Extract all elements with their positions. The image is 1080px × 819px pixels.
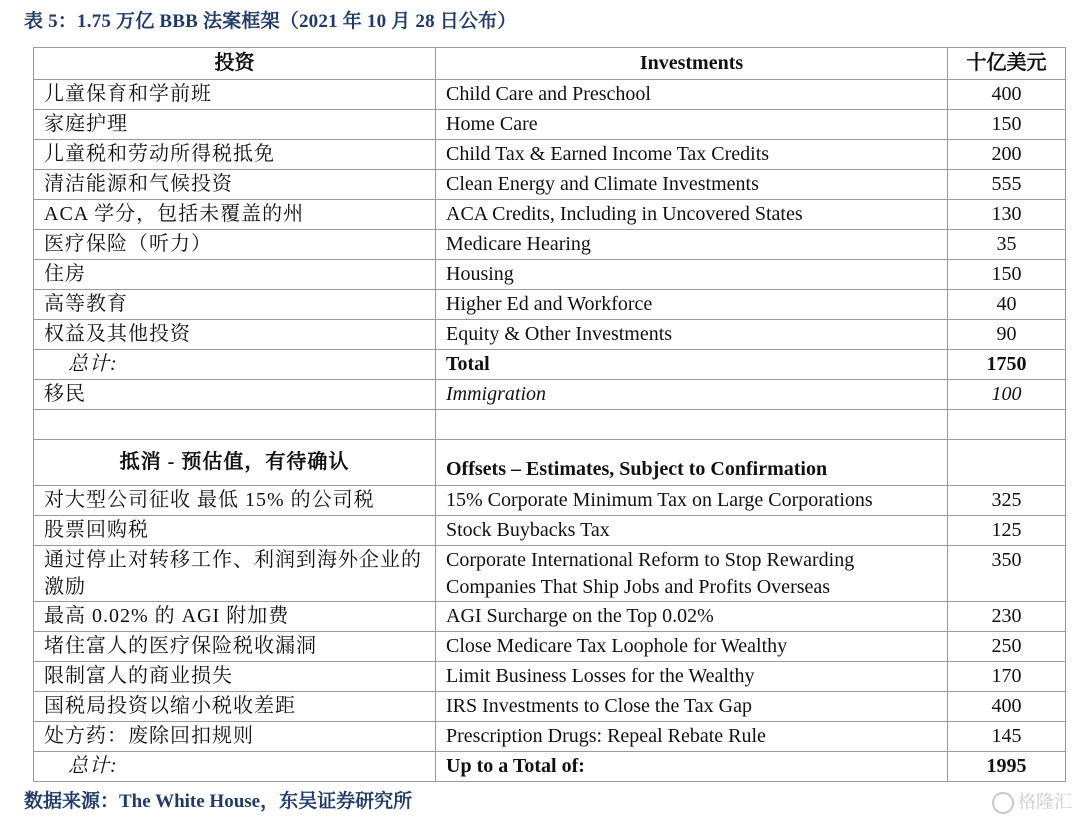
offsets-total-row [34, 752, 1066, 782]
table-row [34, 516, 1066, 546]
cell-en: Immigration [436, 380, 948, 410]
empty-cell [948, 440, 1066, 486]
cell-value: 100 [948, 380, 1066, 410]
cell-zh: 通过停止对转移工作、利润到海外企业的激励 [34, 546, 436, 602]
cell-value: 250 [948, 632, 1066, 662]
data-source-note: 数据来源：The White House，东吴证券研究所 [24, 791, 413, 812]
total-value: 1750 [948, 350, 1066, 380]
table-row [34, 602, 1066, 632]
cell-zh: 家庭护理 [34, 110, 436, 140]
cell-value: 150 [948, 110, 1066, 140]
table-row [34, 632, 1066, 662]
cell-en: Limit Business Losses for the Wealthy [436, 662, 948, 692]
cell-zh: 高等教育 [34, 290, 436, 320]
spacer-row [34, 410, 1066, 440]
header-value: 十亿美元 [948, 48, 1066, 80]
cell-value: 400 [948, 692, 1066, 722]
table-row [34, 80, 1066, 110]
cell-zh: 清洁能源和气候投资 [34, 170, 436, 200]
table-row [34, 486, 1066, 516]
table-row [34, 290, 1066, 320]
cell-value: 130 [948, 200, 1066, 230]
total-label-en: Total [436, 350, 948, 380]
table-row [34, 230, 1066, 260]
cell-zh: 最高 0.02% 的 AGI 附加费 [34, 602, 436, 632]
cell-en: Child Care and Preschool [436, 80, 948, 110]
offsets-header-row [34, 440, 1066, 486]
investments-total-row [34, 350, 1066, 380]
total-label-en: Up to a Total of: [436, 752, 948, 782]
cell-value: 555 [948, 170, 1066, 200]
table-row [34, 140, 1066, 170]
cell-en: Corporate International Reform to Stop Rewarding Companies That Ship Jobs and Profits Overseas [436, 546, 948, 602]
table-row [34, 200, 1066, 230]
cell-en: Child Tax & Earned Income Tax Credits [436, 140, 948, 170]
watermark [992, 788, 1072, 814]
cell-en: Stock Buybacks Tax [436, 516, 948, 546]
cell-value: 230 [948, 602, 1066, 632]
cell-zh: 移民 [34, 380, 436, 410]
cell-zh: ACA 学分，包括未覆盖的州 [34, 200, 436, 230]
table-row [34, 722, 1066, 752]
table-row [34, 110, 1066, 140]
cell-value: 35 [948, 230, 1066, 260]
table-row [34, 320, 1066, 350]
header-zh: 投资 [34, 48, 436, 80]
header-en: Investments [436, 48, 948, 80]
cell-en: Medicare Hearing [436, 230, 948, 260]
table-row [34, 662, 1066, 692]
immigration-row [34, 380, 1066, 410]
cell-zh: 儿童保育和学前班 [34, 80, 436, 110]
cell-en: Close Medicare Tax Loophole for Wealthy [436, 632, 948, 662]
bbb-framework-table [33, 47, 1066, 782]
cell-value: 125 [948, 516, 1066, 546]
cell-en: Higher Ed and Workforce [436, 290, 948, 320]
cell-zh: 国税局投资以缩小税收差距 [34, 692, 436, 722]
total-label-zh: 总计: [34, 752, 436, 782]
cell-value: 325 [948, 486, 1066, 516]
cell-zh: 权益及其他投资 [34, 320, 436, 350]
cell-zh: 儿童税和劳动所得税抵免 [34, 140, 436, 170]
total-value: 1995 [948, 752, 1066, 782]
cell-value: 150 [948, 260, 1066, 290]
watermark-logo-icon [992, 792, 1014, 814]
cell-zh: 住房 [34, 260, 436, 290]
cell-en: 15% Corporate Minimum Tax on Large Corporations [436, 486, 948, 516]
total-label-zh: 总计: [34, 350, 436, 380]
table-row [34, 170, 1066, 200]
offsets-header-zh: 抵消 - 预估值，有待确认 [34, 440, 436, 486]
cell-zh: 股票回购税 [34, 516, 436, 546]
cell-value: 40 [948, 290, 1066, 320]
cell-zh: 堵住富人的医疗保险税收漏洞 [34, 632, 436, 662]
cell-en: Prescription Drugs: Repeal Rebate Rule [436, 722, 948, 752]
table-row [34, 546, 1066, 602]
cell-value: 90 [948, 320, 1066, 350]
cell-value: 200 [948, 140, 1066, 170]
cell-en: Home Care [436, 110, 948, 140]
empty-cell [436, 410, 948, 440]
cell-en: Housing [436, 260, 948, 290]
cell-value: 350 [948, 546, 1066, 602]
cell-en: AGI Surcharge on the Top 0.02% [436, 602, 948, 632]
cell-value: 400 [948, 80, 1066, 110]
offsets-header-en: Offsets – Estimates, Subject to Confirmation [436, 440, 948, 486]
table-header-row [34, 48, 1066, 80]
empty-cell [34, 410, 436, 440]
empty-cell [948, 410, 1066, 440]
table-row [34, 260, 1066, 290]
cell-zh: 限制富人的商业损失 [34, 662, 436, 692]
cell-en: Equity & Other Investments [436, 320, 948, 350]
cell-zh: 对大型公司征收 最低 15% 的公司税 [34, 486, 436, 516]
cell-zh: 医疗保险（听力） [34, 230, 436, 260]
cell-value: 145 [948, 722, 1066, 752]
cell-en: Clean Energy and Climate Investments [436, 170, 948, 200]
cell-value: 170 [948, 662, 1066, 692]
table-row [34, 692, 1066, 722]
watermark-text: 格隆汇 [1018, 792, 1072, 813]
cell-zh: 处方药：废除回扣规则 [34, 722, 436, 752]
cell-en: ACA Credits, Including in Uncovered States [436, 200, 948, 230]
cell-en: IRS Investments to Close the Tax Gap [436, 692, 948, 722]
table-title: 表 5：1.75 万亿 BBB 法案框架（2021 年 10 月 28 日公布） [24, 11, 517, 32]
